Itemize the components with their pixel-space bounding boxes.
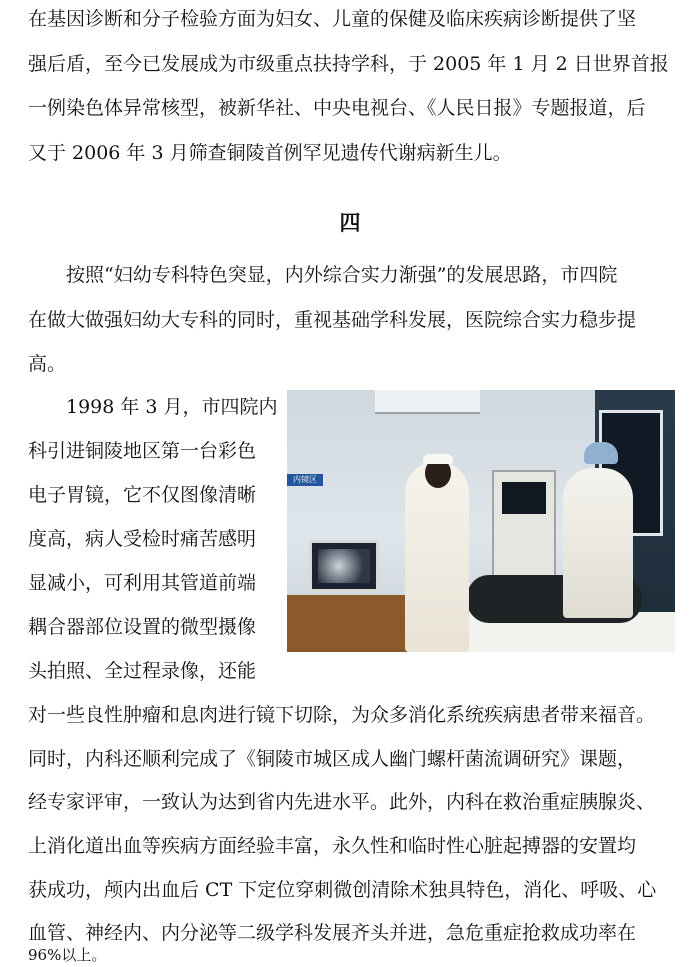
text-line: 同时，内科还顺利完成了《铜陵市城区成人幽门螺杆菌流调研究》课题， [28,748,637,770]
text-line: 耦合器部位设置的微型摄像 [28,616,257,638]
text-line: 显减小，可利用其管道前端 [28,572,257,594]
text-line: 又于 2006 年 3 月筛查铜陵首例罕见遗传代谢病新生儿。 [28,142,512,164]
text-line: 按照“妇幼专科特色突显，内外综合实力渐强”的发展思路，市四院 [66,264,618,286]
text-line: 强后盾，至今已发展成为市级重点扶持学科，于 2005 年 1 月 2 日世界首报 [28,53,669,75]
nurse-cap [423,454,453,464]
text-line: 高。 [28,353,67,375]
text-line: 上消化道出血等疾病方面经验丰富，永久性和临时性心脏起搏器的安置均 [28,835,637,857]
text-line: 1998 年 3 月，市四院内 [66,396,278,418]
monitor-screen [318,549,370,583]
text-line: 在基因诊断和分子检验方面为妇女、儿童的保健及临床疾病诊断提供了坚 [28,8,637,30]
text-line: 对一些良性肿瘤和息肉进行镜下切除，为众多消化系统疾病患者带来福音。 [28,704,656,726]
text-line: 头拍照、全过程录像，还能 [28,660,257,682]
air-conditioner [375,390,480,414]
text-line: 96%以上。 [28,946,107,964]
text-line: 科引进铜陵地区第一台彩色 [28,440,257,462]
doctor-cap [584,442,618,464]
cart-screen [502,482,546,514]
section-heading: 四 [339,211,361,235]
doctor-figure [563,468,633,618]
text-line: 获成功，颅内出血后 CT 下定位穿刺微创清除术独具特色，消化、呼吸、心 [28,879,657,901]
nurse-figure [405,462,469,652]
endoscopy-room-photo [287,390,675,652]
text-line: 度高，病人受检时痛苦感明 [28,528,257,550]
desk [287,595,407,652]
text-line: 血管、神经内、内分泌等二级学科发展齐头并进，急危重症抢救成功率在 [28,922,637,944]
text-line: 电子胃镜，它不仅图像清晰 [28,484,257,506]
endoscopy-monitor [309,540,379,592]
text-line: 在做大做强妇幼大专科的同时，重视基础学科发展，医院综合实力稳步提 [28,309,637,331]
text-line: 一例染色体异常核型，被新华社、中央电视台、《人民日报》专题报道，后 [28,97,646,119]
text-line: 经专家评审，一致认为达到省内先进水平。此外，内科在救治重症胰腺炎、 [28,791,656,813]
room-sign: 内镜区 [287,474,323,486]
